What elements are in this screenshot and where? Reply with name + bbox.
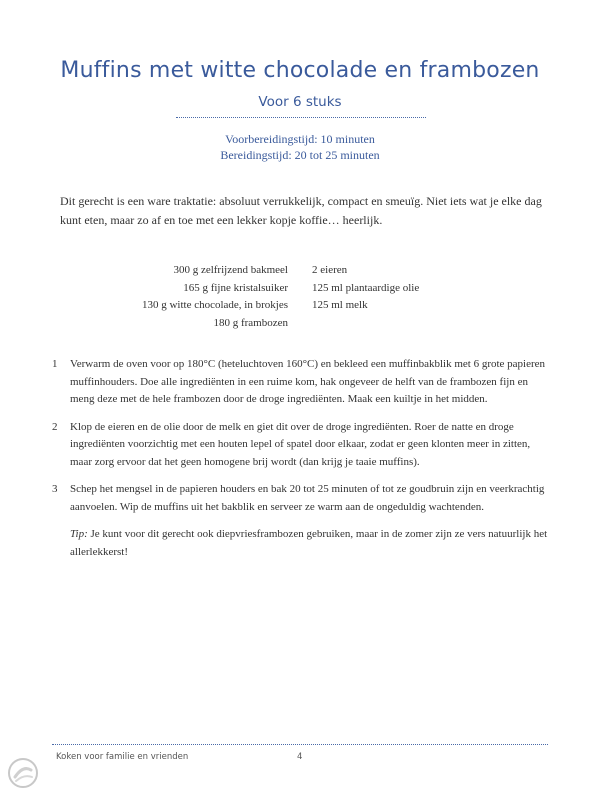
recipe-servings: Voor 6 stuks: [258, 94, 342, 110]
cook-time: Bereidingstijd: 20 tot 25 minuten: [220, 148, 380, 162]
ingredient-item: 165 g fijne kristalsuiker: [183, 281, 288, 294]
step-item: [52, 419, 548, 472]
ingredients-column-left: [142, 262, 288, 332]
step-text: Klop de eieren en de olie door de melk en giet dit over de droge ingrediënten. Roer de natte en droge ingrediënten voorzichtig met een houten lepel of spatel door elkaar, zodat er geen klonten meer in zitten, maar zorg ervoor dat het geen homogene brij wordt (dan krijg je taaie muffins).: [70, 420, 531, 468]
step-number: 2: [52, 420, 58, 433]
step-text: Verwarm de oven voor op 180°C (heteluchtoven 160°C) en bekleed een muffinbakblik met 6 grote papieren muffinhouders. Doe alle ingrediënten in een ruime kom, hak ongeveer de helft van de frambozen fijn en meng deze met de hele frambozen door de droge ingrediënten. Maak een kuiltje in het midden.: [70, 358, 546, 405]
ingredient-item: 180 g frambozen: [213, 316, 288, 329]
step-text: Schep het mengsel in de papieren houders en bak 20 tot 25 minuten of tot ze goudbruin zijn en veerkrachtig aanvoelen. Wip de muffins uit het bakblik en serveer ze warm aan de ongeduldig wachtenden.: [70, 483, 545, 513]
ingredient-item: 2 eieren: [312, 264, 348, 276]
ingredient-item: 125 ml melk: [312, 299, 368, 311]
ingredients-column-right: [312, 262, 419, 315]
recipe-tip: [52, 526, 548, 561]
watermark-logo-icon: [6, 756, 40, 790]
footer-book-title: Koken voor familie en vrienden: [56, 752, 189, 762]
ingredient-item: 125 ml plantaardige olie: [312, 281, 420, 294]
step-item: [52, 481, 548, 516]
dotted-divider-top: [176, 117, 426, 118]
ingredient-item: 130 g witte chocolade, in brokjes: [141, 299, 288, 311]
recipe-intro: Dit gerecht is een ware traktatie: absoluut verrukkelijk, compact en smeuïg. Niet iets wat je elke dag kunt eten, maar zo af en toe met een lekker kopje koffie… heerlijk.: [60, 194, 542, 227]
recipe-steps: [52, 356, 548, 561]
prep-time: Voorbereidingstijd: 10 minuten: [225, 132, 375, 146]
footer-page-number: 4: [297, 752, 303, 762]
recipe-title: Muffins met witte chocolade en frambozen: [60, 58, 540, 83]
recipe-times: [0, 131, 600, 163]
ingredient-item: 300 g zelfrijzend bakmeel: [173, 264, 288, 276]
dotted-divider-bottom: [52, 744, 548, 745]
tip-text: Je kunt voor dit gerecht ook diepvriesframbozen gebruiken, maar in de zomer zijn ze vers natuurlijk het allerlekkerst!: [70, 528, 548, 558]
tip-label: Tip:: [70, 528, 88, 540]
step-item: [52, 356, 548, 409]
step-number: 3: [52, 483, 58, 495]
step-number: 1: [52, 358, 58, 370]
